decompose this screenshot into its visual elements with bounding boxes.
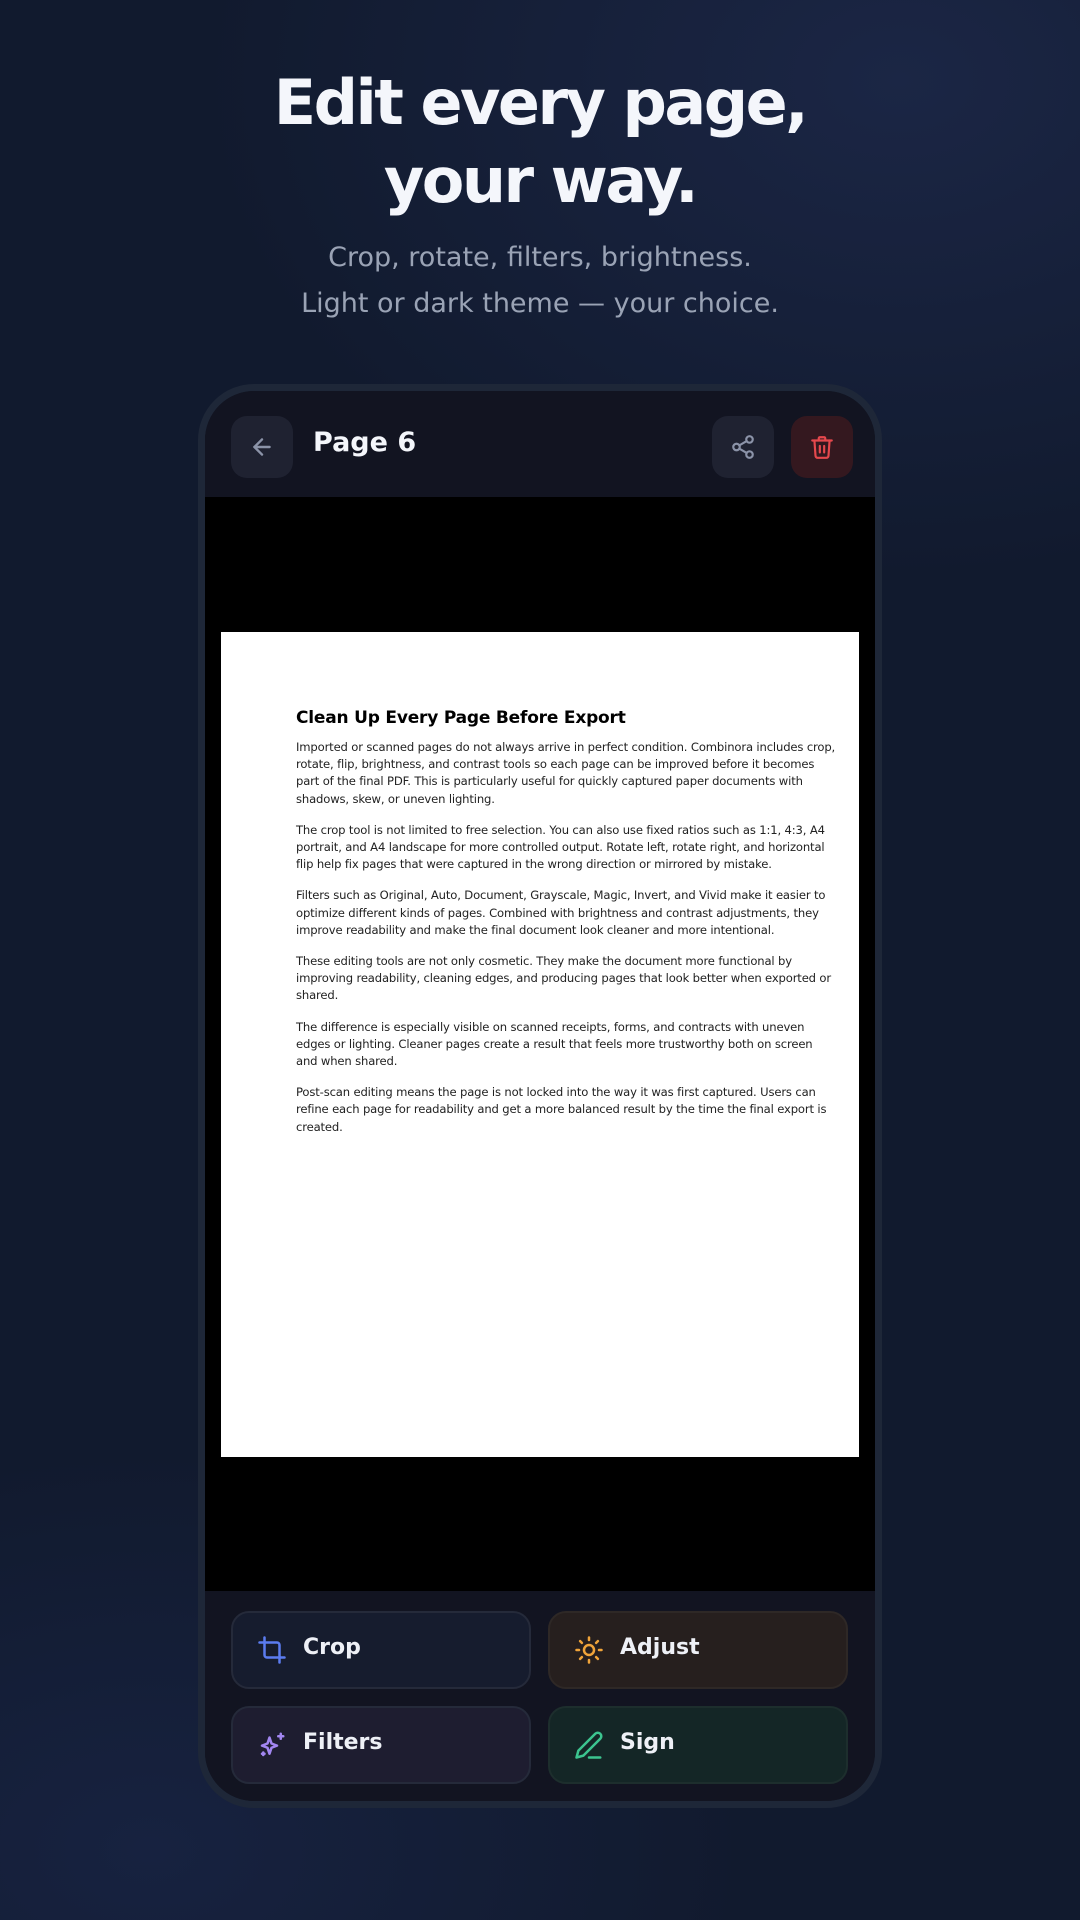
document-paragraph: These editing tools are not only cosmetic. They make the document more functional by improving readability, cleaning edges, and producing pages that look better when exported or shared. [296, 954, 831, 1003]
sparkles-icon [257, 1730, 287, 1760]
document-paragraph: Filters such as Original, Auto, Document, Grayscale, Magic, Invert, and Vivid make it easier to optimize different kinds of pages. Combined with brightness and contrast adjustments, they improve readability and make the final document look cleaner and more intentional. [296, 888, 826, 937]
page-viewer [205, 497, 875, 1591]
crop-label: Crop [303, 1635, 361, 1660]
document-paragraph: The difference is especially visible on scanned receipts, forms, and contracts with uneven edges or lighting. Cleaner pages create a result that feels more trustworthy both on screen and when shared. [296, 1019, 813, 1069]
filters-label: Filters [303, 1730, 383, 1755]
phone-frame [198, 384, 882, 1808]
sun-icon [574, 1635, 604, 1665]
trash-icon [809, 434, 835, 460]
document-paragraph: Imported or scanned pages do not always arrive in perfect condition. Combinora includes crop, rotate, flip, brightness, and contrast tools so each page can be improved before it becomes part of the final PDF. This is particularly useful for quickly captured paper documents with shadows, skew, or uneven lighting. [296, 740, 836, 806]
sign-label: Sign [620, 1730, 675, 1755]
sign-button[interactable] [548, 1706, 848, 1784]
pen-icon [574, 1730, 604, 1760]
back-button[interactable] [231, 416, 293, 478]
filters-button[interactable] [231, 1706, 531, 1784]
delete-button[interactable] [791, 416, 853, 478]
headline-line-1: Edit every page, [273, 66, 807, 139]
arrow-left-icon [249, 434, 275, 460]
crop-icon [257, 1635, 287, 1665]
document-content [296, 708, 836, 1150]
adjust-button[interactable] [548, 1611, 848, 1689]
crop-button[interactable] [231, 1611, 531, 1689]
top-bar [205, 391, 875, 497]
headline-line-2: your way. [383, 144, 697, 217]
adjust-label: Adjust [620, 1635, 700, 1660]
document-title: Clean Up Every Page Before Export [296, 708, 626, 728]
subtitle-line-2: Light or dark theme — your choice. [301, 288, 779, 319]
tool-panel [205, 1591, 875, 1801]
document-page[interactable] [221, 632, 859, 1457]
subtitle-line-1: Crop, rotate, filters, brightness. [328, 242, 752, 273]
share-button[interactable] [712, 416, 774, 478]
document-paragraph: The crop tool is not limited to free selection. You can also use fixed ratios such as 1:1, 4:3, A4 portrait, and A4 landscape for more controlled output. Rotate left, rotate right, and horizontal flip help fix pages that were captured in the wrong direction or mirrored by mistake. [296, 822, 825, 872]
share-icon [730, 434, 756, 460]
document-paragraph: Post-scan editing means the page is not locked into the way it was first captured. Users can refine each page for readability and get a more balanced result by the time the final export is created. [296, 1085, 827, 1134]
page-title: Page 6 [313, 427, 417, 458]
